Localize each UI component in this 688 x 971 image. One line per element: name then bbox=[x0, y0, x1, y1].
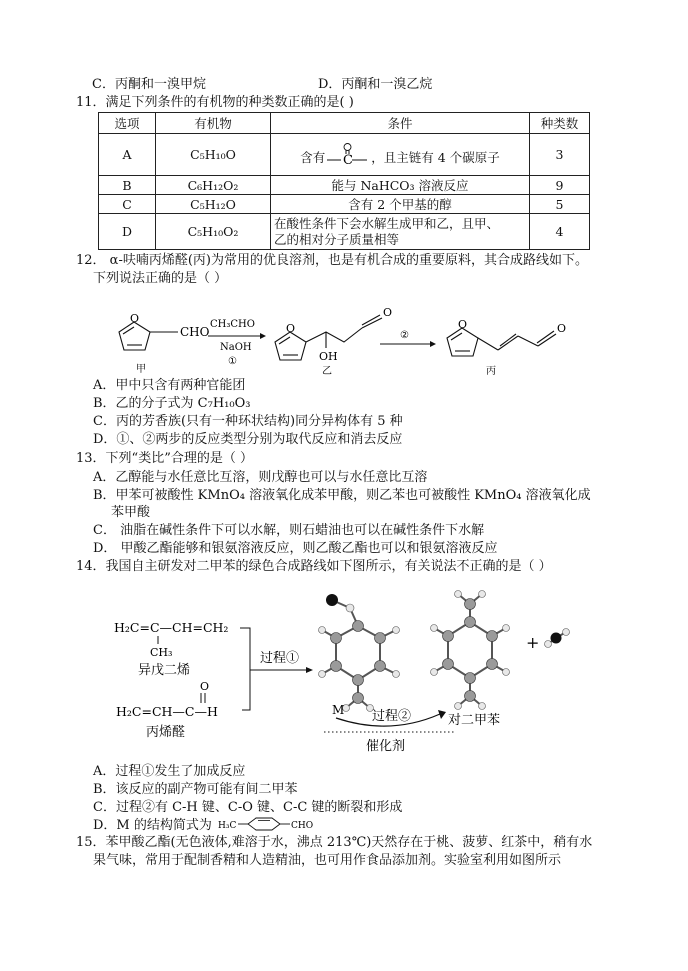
q14-option-d bbox=[93, 816, 328, 834]
isoprene-name: 异戊二烯 bbox=[138, 663, 191, 678]
q12-option-b: B．乙的分子式为 C₇H₁₀O₃ bbox=[93, 396, 251, 411]
row-d-cond-line1: 在酸性条件下会水解生成甲和乙，且甲、 bbox=[274, 215, 500, 231]
process2-label: 过程② bbox=[372, 709, 412, 724]
acrolein-formula: H₂C=CH—C—H bbox=[116, 704, 218, 719]
q13-option-b: B．甲苯可被酸性 KMnO₄ 溶液氧化成苯甲酸，则乙苯也可被酸性 KMnO₄ 溶液氧化成 bbox=[93, 488, 591, 503]
row-d-option: D bbox=[99, 214, 156, 250]
isoprene-formula: H₂C=C—CH=CH₂ bbox=[114, 620, 229, 635]
q13-option-a: A．乙醇能与水任意比互溶，则戊醇也可以与水任意比互溶 bbox=[93, 470, 428, 485]
row-a-count: 3 bbox=[530, 134, 590, 176]
table-row bbox=[99, 214, 590, 250]
furan-o-bing: O bbox=[458, 318, 468, 331]
furan-o-jia: O bbox=[130, 312, 140, 325]
m-structure bbox=[216, 816, 328, 832]
header-condition: 条件 bbox=[271, 113, 530, 134]
q13-option-b-cont: 苯甲酸 bbox=[111, 505, 151, 520]
reagent-naoh: NaOH bbox=[220, 342, 252, 353]
furan-o-yi: O bbox=[286, 322, 296, 335]
table-header-row bbox=[99, 113, 590, 134]
m-label: M bbox=[332, 703, 345, 717]
product-label: 对二甲苯 bbox=[448, 713, 501, 728]
carbonyl-structure bbox=[325, 142, 371, 168]
q11-stem: 11．满足下列条件的有机物的种类数正确的是( ) bbox=[76, 95, 354, 110]
acrolein-name: 丙烯醛 bbox=[146, 725, 186, 740]
q14-option-c: C．过程②有 C-H 键、C-O 键、C-C 键的断裂和形成 bbox=[93, 800, 403, 815]
row-a-cond-suffix: ，且主链有 4 个碳原子 bbox=[371, 149, 500, 165]
label-bing: 丙 bbox=[486, 366, 496, 376]
q15-line2: 果气味，常用于配制香精和人造精油，也可用作食品添加剂。实验室利用如图所示 bbox=[93, 853, 562, 868]
isoprene-ch3: CH₃ bbox=[150, 646, 173, 659]
row-c-condition: 含有 2 个甲基的醇 bbox=[271, 195, 530, 214]
step2-label: ② bbox=[400, 330, 409, 341]
label-yi: 乙 bbox=[322, 366, 332, 376]
q11-table bbox=[98, 112, 590, 250]
furan-ring-bing bbox=[447, 328, 556, 356]
q14-stem: 14．我国自主研发对二甲苯的绿色合成路线如下图所示，有关说法不正确的是（ ） bbox=[76, 559, 552, 574]
q12-option-c: C．丙的芳香族(只有一种环状结构)同分异构体有 5 种 bbox=[93, 414, 403, 429]
row-b-option: B bbox=[99, 176, 156, 195]
aldehyde-o-bing: O bbox=[557, 322, 567, 335]
q14-reaction-scheme bbox=[110, 586, 590, 756]
q12-option-d: D．①、②两步的反应类型分别为取代反应和消去反应 bbox=[93, 432, 403, 447]
row-d-cond-line2: 乙的相对分子质量相等 bbox=[274, 231, 400, 247]
table-row bbox=[99, 176, 590, 195]
step1-label: ① bbox=[228, 356, 237, 367]
header-option: 选项 bbox=[99, 113, 156, 134]
option-d-prev: D．丙酮和一溴乙烷 bbox=[318, 77, 433, 92]
row-d-count: 4 bbox=[530, 214, 590, 250]
row-b-condition: 能与 NaHCO₃ 溶液反应 bbox=[271, 176, 530, 195]
row-a-condition bbox=[271, 134, 530, 176]
carbonyl-c: C bbox=[343, 152, 354, 168]
acrolein-o: O bbox=[200, 680, 210, 693]
row-b-formula: C₆H₁₂O₂ bbox=[156, 176, 271, 195]
m-struct-ch3: H₃C bbox=[218, 821, 237, 831]
q12-stem-line2: 下列说法正确的是（ ） bbox=[93, 271, 228, 286]
q13-option-d: D． 甲酸乙酯能够和银氨溶液反应，则乙酸乙酯也可以和银氨溶液反应 bbox=[93, 541, 498, 556]
q12-reaction-scheme bbox=[100, 292, 600, 376]
q13-option-c: C． 油脂在碱性条件下可以水解，则石蜡油也可以在碱性条件下水解 bbox=[93, 523, 485, 538]
row-b-count: 9 bbox=[530, 176, 590, 195]
option-c-prev: C．丙酮和一溴甲烷 bbox=[92, 77, 206, 92]
q12-option-a: A．甲中只含有两种官能团 bbox=[93, 378, 246, 393]
row-c-formula: C₅H₁₂O bbox=[156, 195, 271, 214]
oh-label: OH bbox=[319, 350, 338, 363]
intermediate-molecule bbox=[319, 594, 400, 712]
q13-stem: 13．下列“类比”合理的是（ ） bbox=[76, 451, 253, 466]
q14-option-b: B．该反应的副产物可能有间二甲苯 bbox=[93, 782, 298, 797]
aldehyde-o-yi: O bbox=[383, 306, 393, 319]
row-a-formula: C₅H₁₀O bbox=[156, 134, 271, 176]
header-compound: 有机物 bbox=[156, 113, 271, 134]
furan-ring-jia bbox=[119, 322, 150, 350]
cyclohexene-ring bbox=[248, 818, 280, 830]
carbonyl-o bbox=[344, 143, 351, 150]
plus-sign: + bbox=[526, 633, 540, 652]
row-a-cond-prefix: 含有 bbox=[300, 149, 326, 165]
row-c-count: 5 bbox=[530, 195, 590, 214]
p-xylene-molecule bbox=[431, 591, 510, 710]
reagent-ch3cho: CH₃CHO bbox=[210, 319, 255, 330]
table-row bbox=[99, 134, 590, 176]
row-c-option: C bbox=[99, 195, 156, 214]
row-d-condition bbox=[271, 214, 530, 250]
q14-option-d-text: D．M 的结构简式为 bbox=[93, 818, 212, 833]
process1-label: 过程① bbox=[260, 651, 300, 666]
catalyst-label: 催化剂 bbox=[366, 739, 406, 754]
row-a-option: A bbox=[99, 134, 156, 176]
m-struct-cho: CHO bbox=[291, 821, 314, 831]
label-jia: 甲 bbox=[136, 364, 146, 375]
q15-line1: 15．苯甲酸乙酯(无色液体,难溶于水，沸点 213℃)天然存在于桃、菠萝、红茶中，稍有水 bbox=[76, 835, 593, 850]
water-molecule bbox=[545, 629, 570, 648]
q12-stem-line1: 12． α-呋喃丙烯醛(丙)为常用的优良溶剂，也是有机合成的重要原料，其合成路线如下。 bbox=[76, 253, 588, 268]
row-d-formula: C₅H₁₀O₂ bbox=[156, 214, 271, 250]
q14-option-a: A．过程①发生了加成反应 bbox=[93, 764, 246, 779]
table-row bbox=[99, 195, 590, 214]
cho-label: CHO bbox=[180, 325, 210, 339]
header-count: 种类数 bbox=[530, 113, 590, 134]
